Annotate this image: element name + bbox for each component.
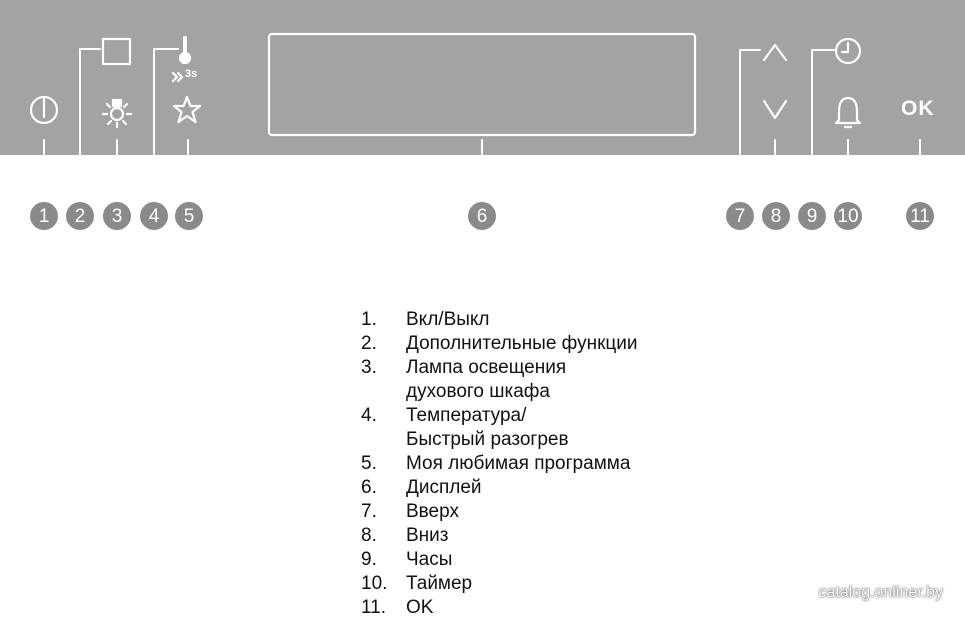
legend-item: 4. Температура/ Быстрый разогрев	[361, 405, 569, 450]
legend-list	[361, 308, 736, 620]
legend-item: 10. Таймер	[361, 573, 473, 594]
callout-badge: 9	[797, 201, 827, 231]
fast-heat-label: 3s	[185, 68, 198, 80]
legend-item: 2. Дополнительные функции	[361, 333, 638, 354]
arrow-down-icon[interactable]	[764, 101, 786, 118]
callout-badge: 4	[139, 201, 169, 231]
star-icon[interactable]	[174, 97, 200, 122]
square-icon[interactable]	[103, 39, 130, 64]
legend-item: 1. Вкл/Выкл	[361, 309, 490, 330]
leader-lines	[44, 49, 920, 203]
callout-badge: 3	[102, 201, 132, 231]
lamp-icon[interactable]	[103, 100, 131, 127]
power-icon[interactable]	[31, 97, 57, 123]
legend-item: 5. Моя любимая программа	[361, 453, 631, 474]
arrow-up-icon[interactable]	[764, 45, 786, 60]
callout-badge: 6	[467, 201, 497, 231]
legend-item: 3. Лампа освещения духового шкафа	[361, 357, 567, 402]
watermark: catalog.onliner.by	[818, 584, 943, 601]
callout-badge: 8	[761, 201, 791, 231]
legend-item: 7. Вверх	[361, 501, 459, 522]
callout-badge: 1	[29, 201, 59, 231]
callout-badge: 5	[174, 201, 204, 231]
clock-icon[interactable]	[836, 39, 860, 63]
ok-button-label[interactable]: OK	[901, 97, 935, 120]
legend-item: 6. Дисплей	[361, 477, 482, 498]
thermometer-icon[interactable]	[180, 38, 190, 63]
legend-item: 8. Вниз	[361, 525, 449, 546]
callout-badge: 2	[65, 201, 95, 231]
display-window	[269, 34, 695, 135]
bell-icon[interactable]	[836, 98, 860, 127]
legend-item: 11. OK	[361, 597, 434, 618]
legend-item: 9. Часы	[361, 549, 453, 570]
fast-heat-arrows-icon	[173, 73, 182, 81]
callout-badge: 10	[833, 201, 863, 231]
callout-badge: 7	[725, 201, 755, 231]
callout-badge: 11	[905, 201, 935, 231]
